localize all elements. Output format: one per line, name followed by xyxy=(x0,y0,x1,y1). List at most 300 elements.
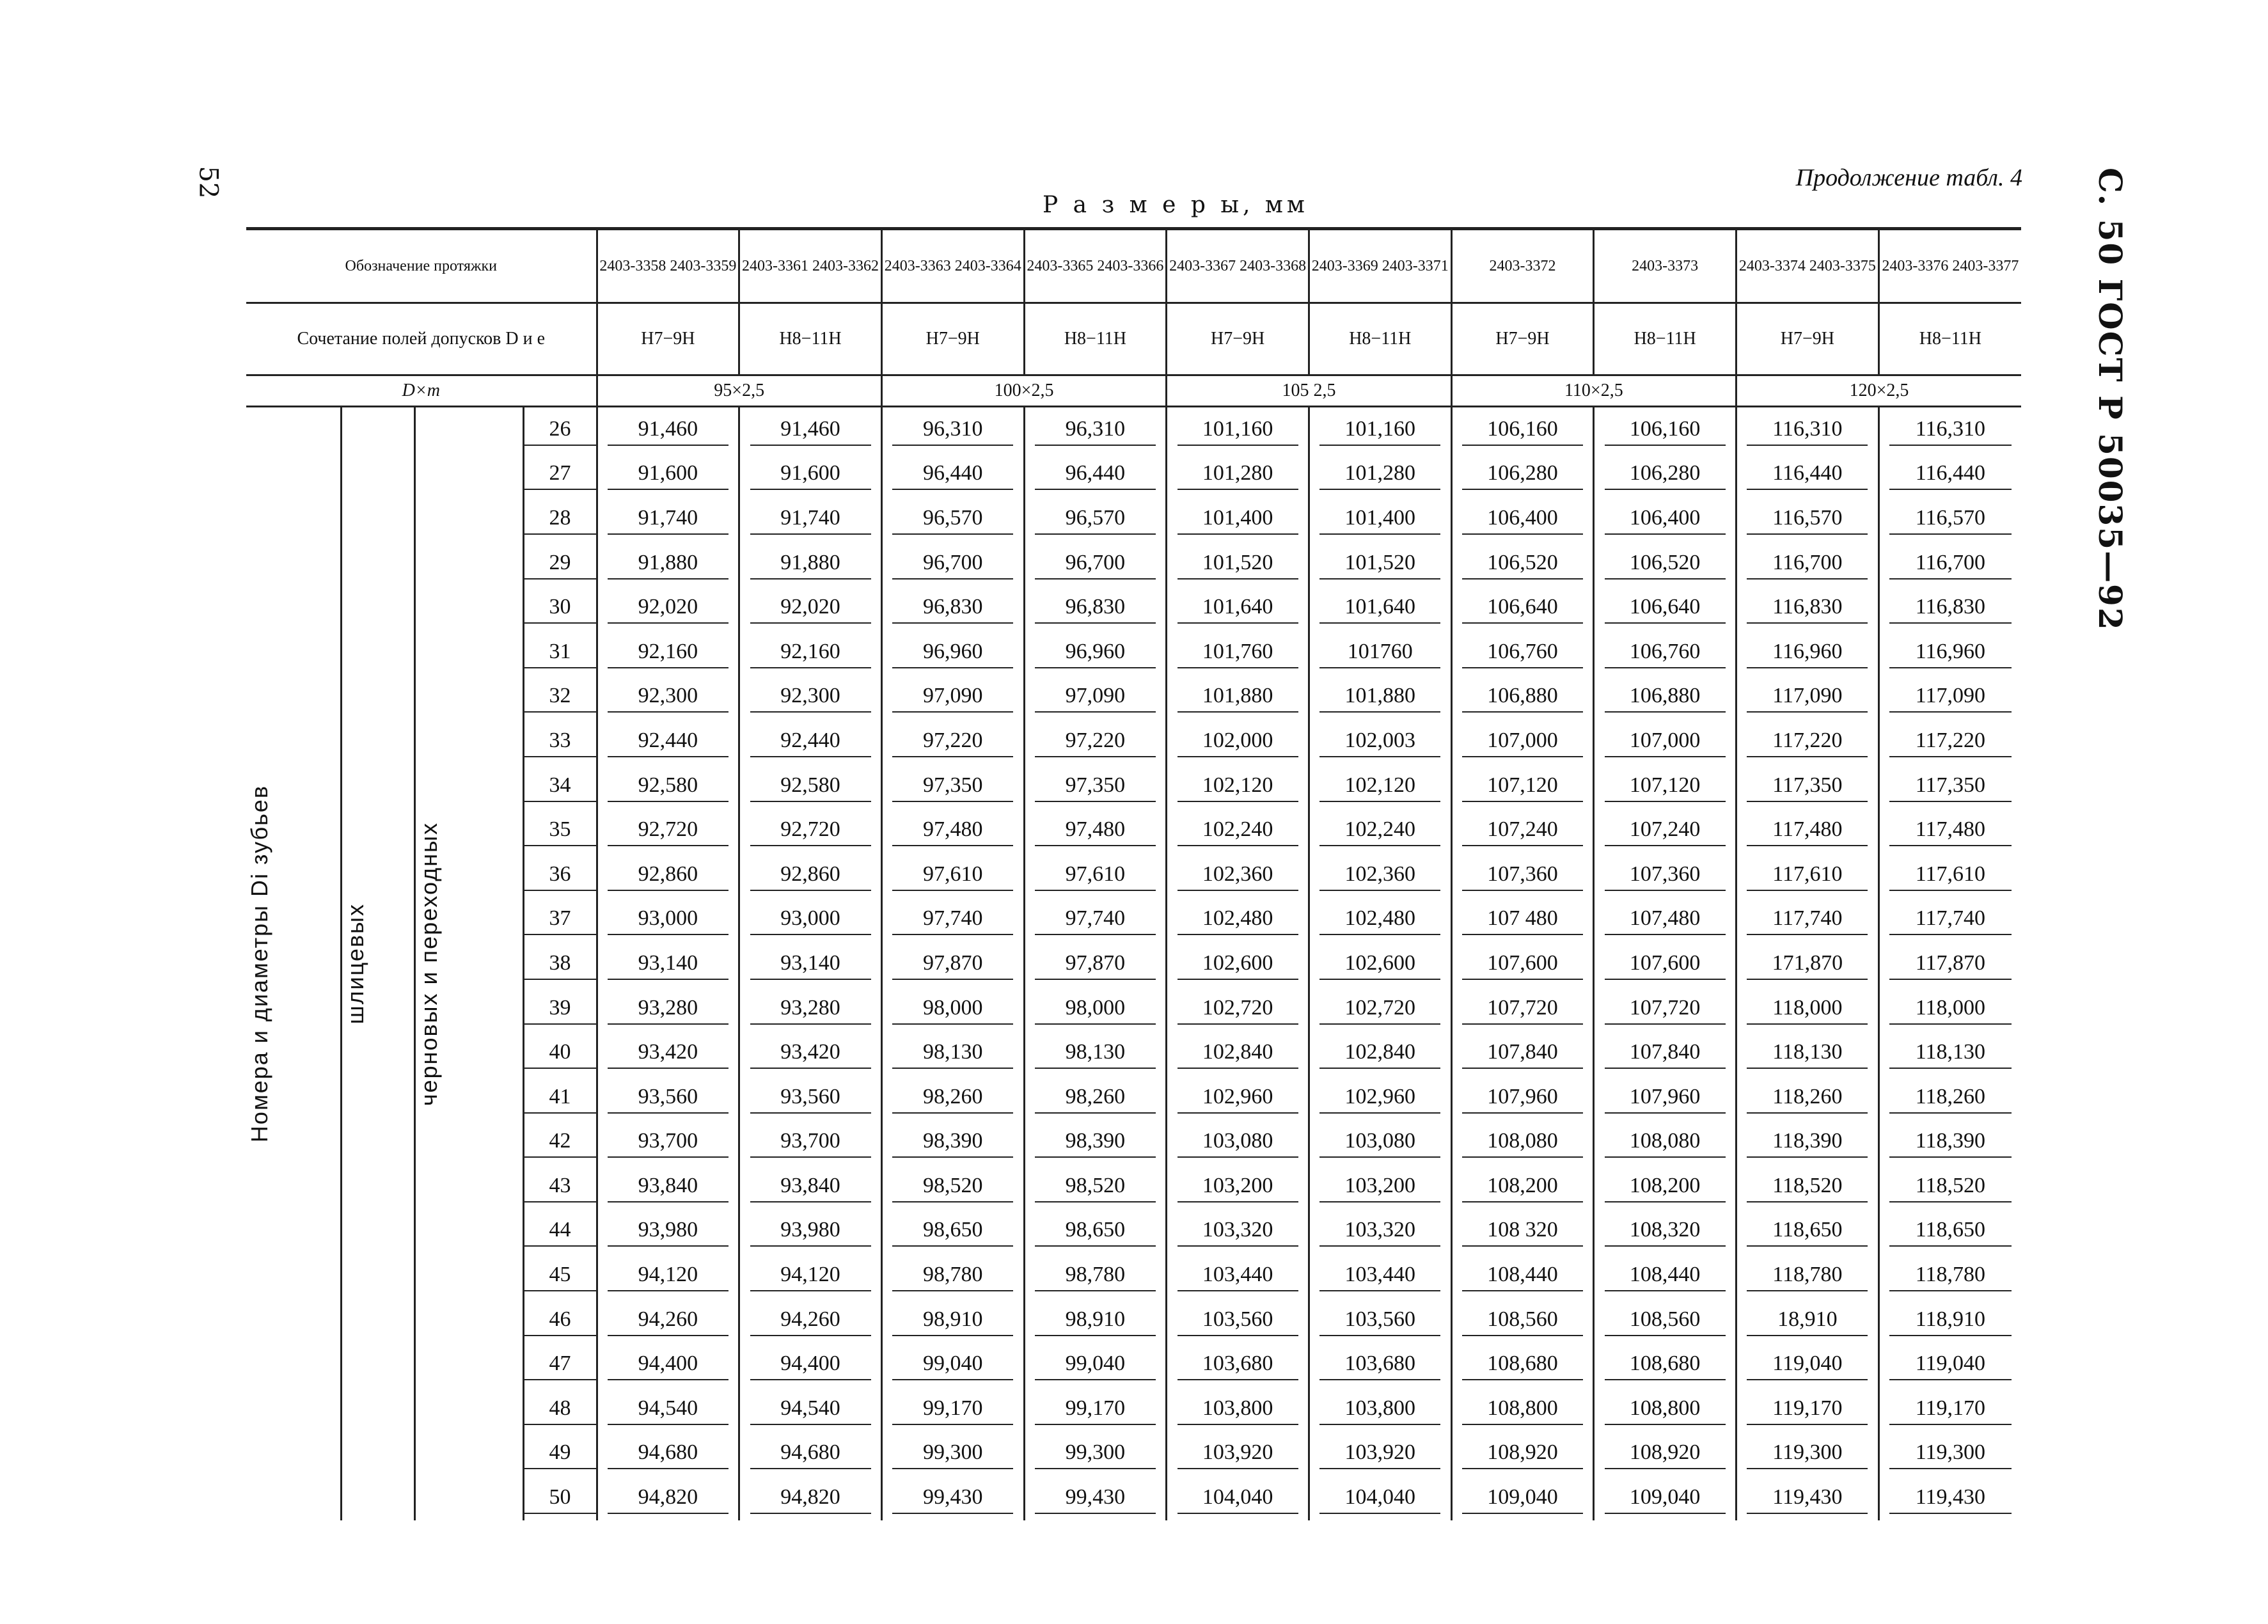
diameter-value: 118,650 xyxy=(1747,1215,1868,1247)
broach-code: 2403-3365 2403-3366 xyxy=(1024,229,1167,303)
diameter-value: 118,000 xyxy=(1889,993,2011,1025)
diameter-cell xyxy=(1878,585,2021,630)
diameter-value: 107 480 xyxy=(1462,903,1583,935)
diameter-cell xyxy=(1736,808,1879,853)
diameter-value: 98,910 xyxy=(892,1304,1013,1336)
diameter-value: 106,880 xyxy=(1462,681,1583,713)
diameter-cell xyxy=(739,1030,882,1075)
diameter-cell xyxy=(1167,942,1309,986)
diameter-cell xyxy=(597,630,739,675)
diameter-cell xyxy=(1167,1476,1309,1520)
designation-label: Обозначение протяжки xyxy=(246,229,597,303)
diameter-value: 103,080 xyxy=(1177,1126,1298,1158)
diameter-value: 91,600 xyxy=(750,458,871,490)
diameter-cell xyxy=(1878,1431,2021,1476)
diameter-value: 96,960 xyxy=(1035,636,1156,668)
diameter-cell xyxy=(1451,496,1594,541)
diameter-value: 106,520 xyxy=(1605,548,1726,579)
diameter-value: 98,520 xyxy=(892,1171,1013,1202)
diameter-value: 94,680 xyxy=(608,1437,728,1469)
diameter-value: 107,000 xyxy=(1462,725,1583,757)
diameter-cell xyxy=(1451,407,1594,452)
diameter-value: 94,260 xyxy=(750,1304,871,1336)
diameter-value: 116,570 xyxy=(1889,503,2011,535)
tooth-number-cell xyxy=(523,986,597,1031)
tooth-number-cell xyxy=(523,496,597,541)
diameter-cell xyxy=(597,585,739,630)
tooth-number-cell xyxy=(523,897,597,942)
diameter-value: 107,240 xyxy=(1605,814,1726,846)
diameter-value: 101,520 xyxy=(1319,548,1440,579)
diameter-cell xyxy=(1594,1431,1736,1476)
diameter-value: 118,000 xyxy=(1747,993,1868,1025)
diameter-value: 108,080 xyxy=(1462,1126,1583,1158)
diameter-value: 97,090 xyxy=(1035,681,1156,713)
diameter-value: 98,000 xyxy=(892,993,1013,1025)
diameter-cell xyxy=(1594,1387,1736,1431)
tooth-number: 32 xyxy=(524,681,596,713)
diameter-cell xyxy=(1594,764,1736,808)
diameter-value: 102,003 xyxy=(1319,725,1440,757)
diameter-value: 171,870 xyxy=(1747,948,1868,980)
diameter-value: 108,800 xyxy=(1462,1393,1583,1425)
diameter-value: 118,390 xyxy=(1889,1126,2011,1158)
diameter-value: 102,000 xyxy=(1177,725,1298,757)
diameter-value: 92,580 xyxy=(750,770,871,802)
diameter-value: 101760 xyxy=(1319,636,1440,668)
diameter-value: 116,830 xyxy=(1889,592,2011,624)
diameter-cell xyxy=(1167,1075,1309,1120)
diameter-cell xyxy=(1024,719,1167,764)
diameter-cell xyxy=(1024,452,1167,497)
diameter-cell xyxy=(1167,1120,1309,1165)
diameter-cell xyxy=(1167,496,1309,541)
diameter-cell xyxy=(1309,1476,1451,1520)
diameter-cell xyxy=(1736,719,1879,764)
tooth-number-cell xyxy=(523,407,597,452)
diameter-value: 92,860 xyxy=(750,859,871,891)
diameter-cell xyxy=(1309,853,1451,897)
dm-value: 110×2,5 xyxy=(1451,375,1736,407)
diameter-value: 98,260 xyxy=(1035,1082,1156,1114)
tooth-number-cell xyxy=(523,1387,597,1431)
diameter-cell xyxy=(1167,407,1309,452)
diameter-cell xyxy=(1451,1253,1594,1298)
diameter-cell xyxy=(739,541,882,586)
diameter-cell xyxy=(739,1164,882,1209)
tooth-number: 43 xyxy=(524,1171,596,1202)
diameter-value: 93,980 xyxy=(750,1215,871,1247)
diameter-value: 107,720 xyxy=(1462,993,1583,1025)
diameter-cell xyxy=(1878,452,2021,497)
diameter-value: 102,360 xyxy=(1319,859,1440,891)
diameter-cell xyxy=(597,897,739,942)
diameter-cell xyxy=(1451,1164,1594,1209)
diameter-value: 117,220 xyxy=(1889,725,2011,757)
diameter-cell xyxy=(597,853,739,897)
diameter-value: 98,780 xyxy=(1035,1259,1156,1291)
diameter-cell xyxy=(739,630,882,675)
diameter-value: 99,300 xyxy=(892,1437,1013,1469)
tooth-number-cell xyxy=(523,630,597,675)
diameter-value: 93,560 xyxy=(608,1082,728,1114)
diameter-value: 96,830 xyxy=(892,592,1013,624)
diameter-value: 119,170 xyxy=(1889,1393,2011,1425)
diameter-cell xyxy=(1167,541,1309,586)
diameter-value: 108,440 xyxy=(1605,1259,1726,1291)
diameter-value: 116,700 xyxy=(1889,548,2011,579)
diameter-value: 92,020 xyxy=(608,592,728,624)
diameter-value: 96,440 xyxy=(1035,458,1156,490)
diameter-cell xyxy=(1309,1075,1451,1120)
diameter-cell xyxy=(1451,1030,1594,1075)
tooth-number-cell xyxy=(523,452,597,497)
diameter-value: 118,130 xyxy=(1889,1037,2011,1069)
dm-value: 120×2,5 xyxy=(1736,375,2021,407)
diameter-value: 102,720 xyxy=(1177,993,1298,1025)
diameter-cell xyxy=(1309,1209,1451,1254)
sizes-label: Р а з м е р ы, мм xyxy=(1043,192,1309,218)
broach-code: 2403-3361 2403-3362 xyxy=(739,229,882,303)
diameter-value: 106,400 xyxy=(1462,503,1583,535)
diameter-value: 92,020 xyxy=(750,592,871,624)
diameter-value: 102,120 xyxy=(1319,770,1440,802)
diameter-cell xyxy=(1024,496,1167,541)
tolerance-label: Сочетание полей допусков D и e xyxy=(246,303,597,375)
diameter-cell xyxy=(1024,1075,1167,1120)
diameter-cell xyxy=(739,1431,882,1476)
diameter-cell xyxy=(1167,585,1309,630)
diameter-value: 96,440 xyxy=(892,458,1013,490)
diameter-cell xyxy=(1594,942,1736,986)
diameter-cell xyxy=(1736,1298,1879,1343)
diameter-value: 97,480 xyxy=(892,814,1013,846)
dm-value: 100×2,5 xyxy=(881,375,1166,407)
diameter-cell xyxy=(1878,1387,2021,1431)
diameter-cell xyxy=(1309,1030,1451,1075)
broach-code: 2403-3369 2403-3371 xyxy=(1309,229,1451,303)
diameter-cell xyxy=(1167,1342,1309,1387)
diameter-cell xyxy=(1736,942,1879,986)
diameter-value: 106,880 xyxy=(1605,681,1726,713)
tooth-number: 49 xyxy=(524,1437,596,1469)
diameter-cell xyxy=(881,541,1024,586)
diameter-value: 118,260 xyxy=(1889,1082,2011,1114)
diameter-value: 116,440 xyxy=(1747,458,1868,490)
diameter-cell xyxy=(1878,1120,2021,1165)
diameter-cell xyxy=(1309,585,1451,630)
diameter-cell xyxy=(881,1120,1024,1165)
diameter-cell xyxy=(1309,496,1451,541)
diameter-cell xyxy=(739,675,882,720)
tolerance-value: H7−9H xyxy=(1451,303,1594,375)
diameter-cell xyxy=(1167,986,1309,1031)
tooth-number: 45 xyxy=(524,1259,596,1291)
diameter-cell xyxy=(597,541,739,586)
diameter-value: 108,680 xyxy=(1605,1348,1726,1380)
diameter-cell xyxy=(1594,1476,1736,1520)
diameter-value: 118,910 xyxy=(1889,1304,2011,1336)
diameter-value: 96,960 xyxy=(892,636,1013,668)
diameter-value: 117,610 xyxy=(1889,859,2011,891)
tooth-number-cell xyxy=(523,1298,597,1343)
diameter-value: 103,560 xyxy=(1319,1304,1440,1336)
diameter-cell xyxy=(739,1387,882,1431)
diameter-cell xyxy=(1878,719,2021,764)
diameter-cell xyxy=(1451,541,1594,586)
diameter-value: 97,090 xyxy=(892,681,1013,713)
diameter-cell xyxy=(1167,1298,1309,1343)
tolerance-value: H8−11H xyxy=(739,303,882,375)
diameter-cell xyxy=(1451,452,1594,497)
diameter-value: 91,880 xyxy=(750,548,871,579)
diameter-cell xyxy=(1167,452,1309,497)
diameter-cell xyxy=(1309,1164,1451,1209)
diameter-value: 116,440 xyxy=(1889,458,2011,490)
diameter-cell xyxy=(1736,1209,1879,1254)
diameter-cell xyxy=(881,452,1024,497)
diameter-cell xyxy=(1594,1298,1736,1343)
diameter-cell xyxy=(1594,897,1736,942)
diameter-value: 108 320 xyxy=(1462,1215,1583,1247)
diameter-cell xyxy=(1594,808,1736,853)
diameter-cell xyxy=(881,1431,1024,1476)
tooth-number: 40 xyxy=(524,1037,596,1069)
diameter-value: 92,300 xyxy=(750,681,871,713)
tooth-number-cell xyxy=(523,585,597,630)
diameter-value: 107,240 xyxy=(1462,814,1583,846)
diameter-cell xyxy=(597,942,739,986)
tooth-number-cell xyxy=(523,1209,597,1254)
diameter-value: 97,870 xyxy=(892,948,1013,980)
tooth-number: 34 xyxy=(524,770,596,802)
diameter-value: 116,960 xyxy=(1889,636,2011,668)
diameter-value: 119,300 xyxy=(1747,1437,1868,1469)
diameter-cell xyxy=(597,1342,739,1387)
diameter-value: 97,740 xyxy=(1035,903,1156,935)
diameter-value: 106,640 xyxy=(1462,592,1583,624)
diameter-value: 94,540 xyxy=(608,1393,728,1425)
diameter-value: 97,610 xyxy=(1035,859,1156,891)
diameter-cell xyxy=(1878,675,2021,720)
tolerance-value: H7−9H xyxy=(597,303,739,375)
diameter-value: 101,160 xyxy=(1319,414,1440,446)
diameter-cell xyxy=(1594,675,1736,720)
diameter-cell xyxy=(1736,897,1879,942)
diameter-value: 98,130 xyxy=(892,1037,1013,1069)
dm-value: 95×2,5 xyxy=(597,375,881,407)
diameter-cell xyxy=(1451,942,1594,986)
diameter-value: 117,350 xyxy=(1747,770,1868,802)
diameter-value: 93,700 xyxy=(608,1126,728,1158)
diameter-value: 107,840 xyxy=(1605,1037,1726,1069)
diameter-value: 91,880 xyxy=(608,548,728,579)
diameter-value: 104,040 xyxy=(1319,1482,1440,1514)
stub-outer-label: Номера и диаметры Di зубьев xyxy=(246,785,272,1143)
diameter-cell xyxy=(881,853,1024,897)
diameter-value: 96,700 xyxy=(1035,548,1156,579)
diameter-cell xyxy=(1451,853,1594,897)
diameter-value: 106,640 xyxy=(1605,592,1726,624)
diameter-cell xyxy=(1309,1120,1451,1165)
diameter-value: 103,800 xyxy=(1319,1393,1440,1425)
diameter-cell xyxy=(1167,630,1309,675)
diameter-cell xyxy=(597,496,739,541)
diameter-value: 103,800 xyxy=(1177,1393,1298,1425)
diameter-value: 91,740 xyxy=(608,503,728,535)
diameter-value: 93,980 xyxy=(608,1215,728,1247)
diameter-value: 109,040 xyxy=(1605,1482,1726,1514)
diameter-value: 93,420 xyxy=(608,1037,728,1069)
diameter-cell xyxy=(597,1476,739,1520)
diameter-value: 108,920 xyxy=(1605,1437,1726,1469)
diameter-cell xyxy=(881,585,1024,630)
diameter-value: 103,320 xyxy=(1319,1215,1440,1247)
diameter-cell xyxy=(1024,1253,1167,1298)
diameter-value: 107,960 xyxy=(1462,1082,1583,1114)
diameter-cell xyxy=(1451,1075,1594,1120)
diameter-value: 102,480 xyxy=(1177,903,1298,935)
diameter-cell xyxy=(1451,1209,1594,1254)
diameter-value: 93,000 xyxy=(608,903,728,935)
header-tolerance-row xyxy=(246,303,2021,375)
diameter-value: 118,780 xyxy=(1889,1259,2011,1291)
diameter-cell xyxy=(1309,1253,1451,1298)
diameter-value: 103,920 xyxy=(1177,1437,1298,1469)
diameter-value: 96,310 xyxy=(892,414,1013,446)
diameter-cell xyxy=(1878,897,2021,942)
diameter-value: 97,610 xyxy=(892,859,1013,891)
tooth-number-cell xyxy=(523,719,597,764)
diameter-cell xyxy=(1309,719,1451,764)
diameter-cell xyxy=(1167,1164,1309,1209)
tooth-number: 41 xyxy=(524,1082,596,1114)
diameter-cell xyxy=(1451,764,1594,808)
diameter-value: 97,870 xyxy=(1035,948,1156,980)
tooth-number: 42 xyxy=(524,1126,596,1158)
diameter-cell xyxy=(1736,1120,1879,1165)
diameter-cell xyxy=(881,1387,1024,1431)
tolerance-value: H8−11H xyxy=(1878,303,2021,375)
diameter-cell xyxy=(739,1120,882,1165)
diameter-cell xyxy=(739,1075,882,1120)
diameter-value: 93,280 xyxy=(608,993,728,1025)
diameter-cell xyxy=(881,1030,1024,1075)
diameter-value: 101,760 xyxy=(1177,636,1298,668)
diameter-cell xyxy=(1878,986,2021,1031)
diameter-cell xyxy=(739,1476,882,1520)
tooth-number-cell xyxy=(523,808,597,853)
diameter-cell xyxy=(1309,808,1451,853)
tooth-number: 46 xyxy=(524,1304,596,1336)
tooth-number-cell xyxy=(523,675,597,720)
diameter-value: 106,520 xyxy=(1462,548,1583,579)
diameter-cell xyxy=(1309,407,1451,452)
diameter-value: 91,460 xyxy=(750,414,871,446)
diameter-cell xyxy=(1451,719,1594,764)
diameter-value: 94,540 xyxy=(750,1393,871,1425)
tooth-number: 48 xyxy=(524,1393,596,1425)
diameter-cell xyxy=(1878,1164,2021,1209)
diameter-cell xyxy=(597,1209,739,1254)
diameter-value: 18,910 xyxy=(1747,1304,1868,1336)
diameter-value: 107,600 xyxy=(1462,948,1583,980)
diameter-value: 97,740 xyxy=(892,903,1013,935)
tooth-number-cell xyxy=(523,541,597,586)
diameter-value: 97,350 xyxy=(1035,770,1156,802)
diameter-value: 102,840 xyxy=(1319,1037,1440,1069)
diameter-cell xyxy=(1736,1030,1879,1075)
diameter-cell xyxy=(1594,541,1736,586)
diameter-value: 107,960 xyxy=(1605,1082,1726,1114)
diameter-cell xyxy=(1167,1209,1309,1254)
stub-middle-label: шлицевых xyxy=(342,903,368,1025)
diameter-value: 93,000 xyxy=(750,903,871,935)
diameter-cell xyxy=(1594,1253,1736,1298)
tooth-number: 47 xyxy=(524,1348,596,1380)
diameter-value: 118,260 xyxy=(1747,1082,1868,1114)
dm-label: D×m xyxy=(246,375,597,407)
diameter-value: 119,040 xyxy=(1747,1348,1868,1380)
diameter-value: 108,200 xyxy=(1605,1171,1726,1202)
diameter-cell xyxy=(1167,853,1309,897)
tooth-number: 50 xyxy=(524,1482,596,1514)
diameter-cell xyxy=(1878,1476,2021,1520)
tolerance-value: H7−9H xyxy=(881,303,1024,375)
diameter-value: 102,720 xyxy=(1319,993,1440,1025)
diameter-value: 107,000 xyxy=(1605,725,1726,757)
diameter-value: 117,870 xyxy=(1889,948,2011,980)
diameter-cell xyxy=(1736,496,1879,541)
diameter-value: 119,430 xyxy=(1889,1482,2011,1514)
diameter-value: 102,120 xyxy=(1177,770,1298,802)
diameter-value: 98,260 xyxy=(892,1082,1013,1114)
diameter-value: 97,480 xyxy=(1035,814,1156,846)
diameter-value: 106,760 xyxy=(1462,636,1583,668)
diameter-value: 92,300 xyxy=(608,681,728,713)
diameter-cell xyxy=(1024,986,1167,1031)
diameter-cell xyxy=(597,719,739,764)
diameter-cell xyxy=(1024,897,1167,942)
diameter-cell xyxy=(1167,1431,1309,1476)
tooth-number: 30 xyxy=(524,592,596,624)
diameter-cell xyxy=(739,407,882,452)
diameter-value: 94,820 xyxy=(608,1482,728,1514)
diameter-value: 101,640 xyxy=(1319,592,1440,624)
diameter-value: 116,960 xyxy=(1747,636,1868,668)
diameter-value: 116,310 xyxy=(1747,414,1868,446)
tolerance-value: H7−9H xyxy=(1736,303,1879,375)
diameter-value: 103,560 xyxy=(1177,1304,1298,1336)
diameter-value: 92,160 xyxy=(608,636,728,668)
diameter-value: 98,650 xyxy=(892,1215,1013,1247)
diameter-value: 119,300 xyxy=(1889,1437,2011,1469)
diameter-value: 99,430 xyxy=(892,1482,1013,1514)
diameter-value: 119,040 xyxy=(1889,1348,2011,1380)
diameter-cell xyxy=(1878,1075,2021,1120)
diameter-value: 103,200 xyxy=(1177,1171,1298,1202)
diameter-value: 102,840 xyxy=(1177,1037,1298,1069)
diameter-value: 117,740 xyxy=(1889,903,2011,935)
diameter-cell xyxy=(597,1431,739,1476)
diameter-value: 109,040 xyxy=(1462,1482,1583,1514)
diameter-value: 117,090 xyxy=(1889,681,2011,713)
diameter-cell xyxy=(1309,675,1451,720)
diameter-value: 108,800 xyxy=(1605,1393,1726,1425)
diameter-value: 94,820 xyxy=(750,1482,871,1514)
diameter-value: 106,760 xyxy=(1605,636,1726,668)
diameter-cell xyxy=(1024,675,1167,720)
